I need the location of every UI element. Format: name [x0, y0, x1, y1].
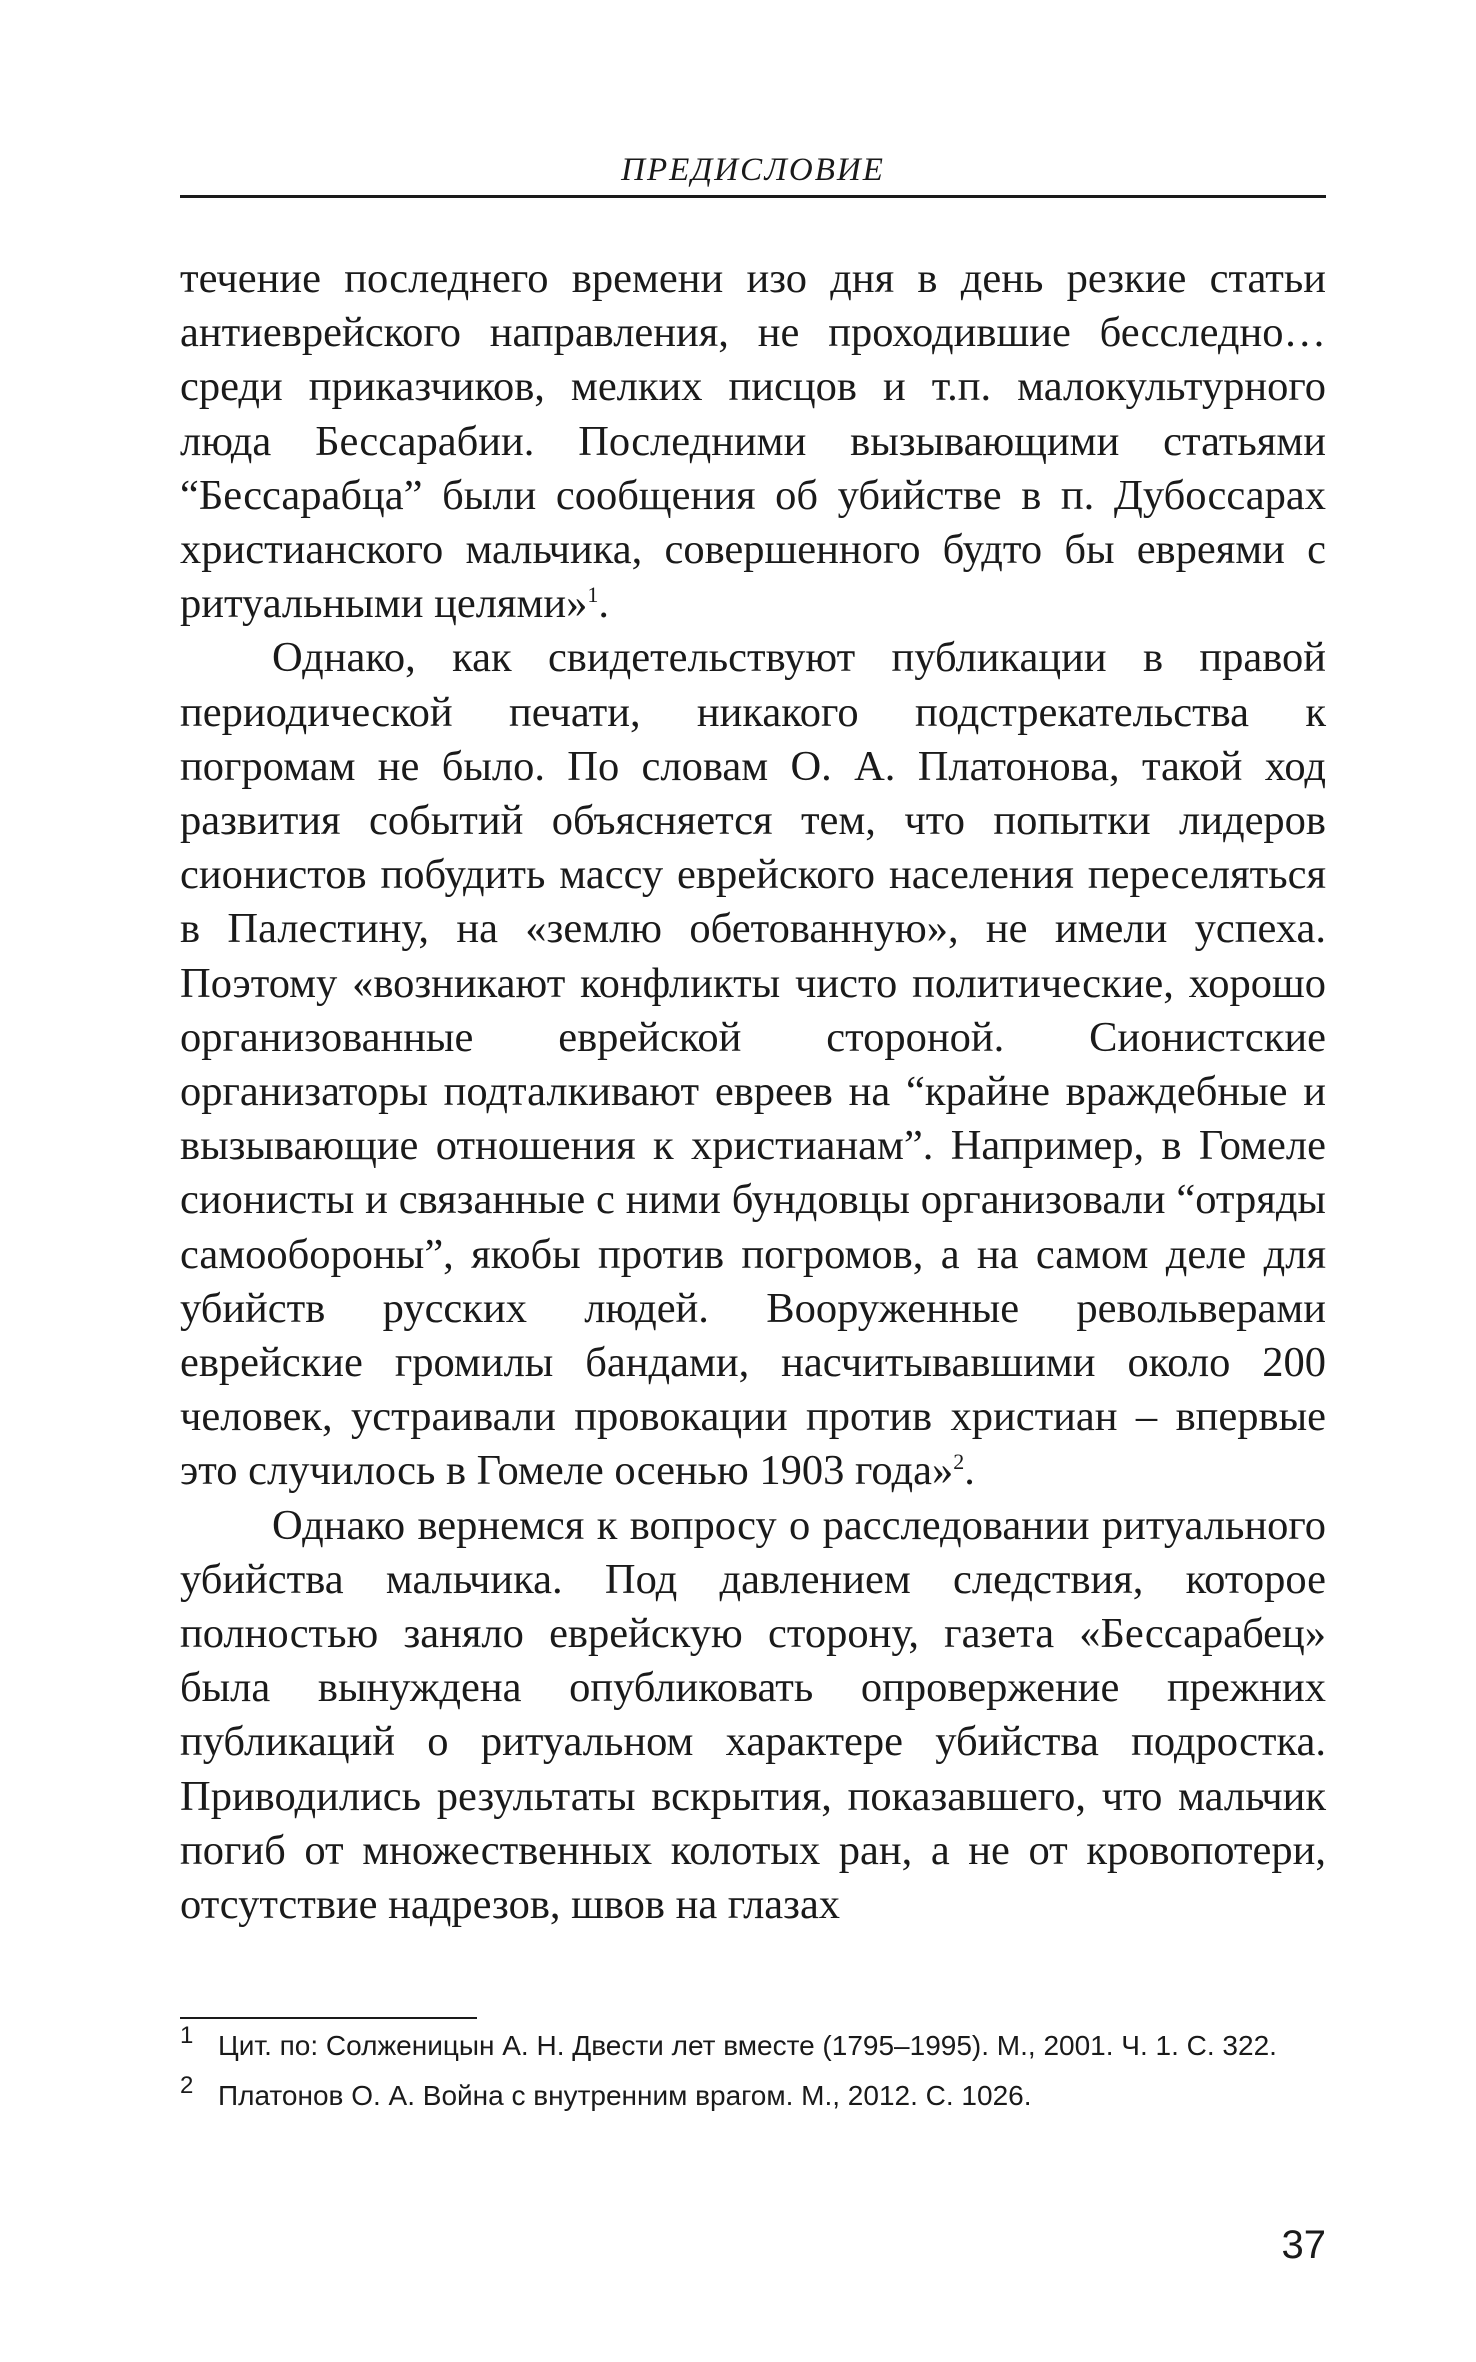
footnotes [180, 2022, 1326, 2126]
footnote-2 [180, 2072, 1326, 2116]
main-text [180, 252, 1326, 1932]
running-header: ПРЕДИСЛОВИЕ [621, 152, 885, 188]
header-rule [180, 195, 1326, 198]
footnote-1 [180, 2022, 1326, 2066]
footnote-rule [180, 2017, 477, 2019]
paragraph-tail: . [598, 580, 609, 628]
footnote-ref-2[interactable]: 2 [953, 1449, 965, 1475]
paragraph-text: Однако вернемся к вопросу о расследовании ритуального убийства мальчика. Под давлением следствия, которое полностью заняло еврейскую сторону, газета «Бессарабец» была вынуждена опубликовать опровержение прежних публикаций о ритуальном характере убийства подростка. Приводились результаты вскрытия, показавшего, что мальчик погиб от множественных колотых ран, а не от кровопотери, отсутствие надрезов, швов на глазах [180, 1501, 1326, 1929]
paragraph-tail: . [964, 1447, 975, 1495]
footnote-text: Платонов О. А. Война с внутренним врагом. М., 2012. С. 1026. [218, 2080, 1032, 2111]
paragraph-text: течение последнего времени изо дня в день резкие статьи антиеврейского направления, не проходившие бесследно… среди приказчиков, мелких писцов и т.п. малокультурного люда Бессарабии. Последними вызывающими статьями “Бессарабца” были сообщения об убийстве в п. Дубоссарах христианского мальчика, совершенного будто бы евреями с ритуальными целями» [180, 255, 1326, 628]
page-number: 37 [1281, 2223, 1326, 2267]
footnote-number: 1 [180, 2022, 194, 2049]
paragraph-3 [180, 1499, 1326, 1933]
footnote-text: Цит. по: Солженицын А. Н. Двести лет вместе (1795–1995). М., 2001. Ч. 1. С. 322. [218, 2030, 1277, 2061]
paragraph-text: Однако, как свидетельствуют публикации в правой периодической печати, никакого подстрекательства к погромам не было. По словам О. А. Платонова, такой ход развития событий объясняется тем, что попытки лидеров сионистов побудить массу еврейского населения переселяться в Палестину, на «землю обетованную», не имели успеха. Поэтому «возникают конфликты чисто политические, хорошо организованные еврейской стороной. Сионистские организаторы подталкивают евреев на “крайне враждебные и вызывающие отношения к христианам”. Например, в Гомеле сионисты и связанные с ними бундовцы организовали “отряды самообороны”, якобы против погромов, а на самом деле для убийств русских людей. Вооруженные револьверами еврейские громилы бандами, насчитывавшими около 200 человек, устраивали провокации против христиан – впервые это случилось в Гомеле осенью 1903 года» [180, 634, 1326, 1495]
footnote-ref-1[interactable]: 1 [587, 582, 599, 608]
footnote-number: 2 [180, 2072, 194, 2099]
paragraph-2 [180, 631, 1326, 1498]
paragraph-1 [180, 252, 1326, 631]
